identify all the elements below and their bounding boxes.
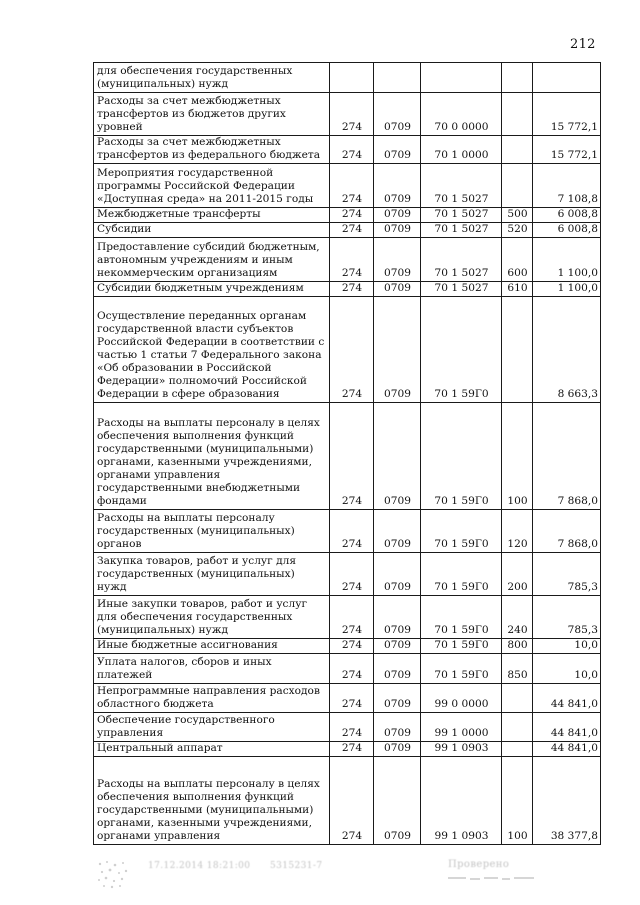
section-code-cell: 0709 [374, 238, 421, 282]
expense-type-cell: 240 [502, 596, 533, 639]
admin-code-cell: 274 [330, 282, 374, 297]
scan-footer [0, 858, 640, 898]
table-row [94, 297, 601, 403]
admin-code-cell: 274 [330, 510, 374, 553]
section-code-cell: 0709 [374, 742, 421, 757]
item-name-cell: Мероприятия государственной программы Российской Федерации «Доступная среда» на 2011-2015 годы [94, 164, 330, 208]
section-code-cell: 0709 [374, 639, 421, 654]
admin-code-cell: 274 [330, 553, 374, 596]
table-row [94, 639, 601, 654]
target-article-cell: 70 1 0000 [421, 136, 502, 164]
expense-type-cell [502, 93, 533, 136]
target-article-cell: 70 1 59Г0 [421, 639, 502, 654]
expense-type-cell: 100 [502, 757, 533, 845]
table-row [94, 596, 601, 639]
table-row [94, 553, 601, 596]
amount-cell: 7 108,8 [533, 164, 601, 208]
admin-code-cell: 274 [330, 684, 374, 713]
section-code-cell: 0709 [374, 164, 421, 208]
section-code-cell: 0709 [374, 282, 421, 297]
amount-cell: 7 868,0 [533, 403, 601, 510]
page-number: 212 [570, 37, 596, 52]
expense-type-cell [502, 742, 533, 757]
table-row [94, 238, 601, 282]
amount-cell [533, 63, 601, 93]
amount-cell: 44 841,0 [533, 713, 601, 742]
expense-type-cell: 600 [502, 238, 533, 282]
target-article-cell: 70 1 59Г0 [421, 297, 502, 403]
table-row [94, 208, 601, 223]
expense-type-cell [502, 684, 533, 713]
footer-faded-marks-icon [448, 874, 538, 884]
target-article-cell: 99 1 0903 [421, 757, 502, 845]
table-row [94, 136, 601, 164]
budget-table [93, 62, 601, 845]
amount-cell: 15 772,1 [533, 136, 601, 164]
table-row [94, 282, 601, 297]
target-article-cell: 70 1 59Г0 [421, 553, 502, 596]
admin-code-cell: 274 [330, 713, 374, 742]
amount-cell: 6 008,8 [533, 208, 601, 223]
target-article-cell: 70 1 5027 [421, 282, 502, 297]
target-article-cell: 70 1 5027 [421, 164, 502, 208]
item-name-cell: Расходы на выплаты персоналу государственных (муниципальных) органов [94, 510, 330, 553]
table-row [94, 684, 601, 713]
amount-cell: 10,0 [533, 639, 601, 654]
item-name-cell: Иные закупки товаров, работ и услуг для обеспечения государственных (муниципальных) нужд [94, 596, 330, 639]
footer-right-text: Проверено [448, 859, 510, 870]
amount-cell: 15 772,1 [533, 93, 601, 136]
expense-type-cell: 120 [502, 510, 533, 553]
section-code-cell: 0709 [374, 93, 421, 136]
target-article-cell: 70 1 5027 [421, 238, 502, 282]
amount-cell: 7 868,0 [533, 510, 601, 553]
admin-code-cell: 274 [330, 639, 374, 654]
amount-cell: 1 100,0 [533, 238, 601, 282]
section-code-cell: 0709 [374, 757, 421, 845]
expense-type-cell: 100 [502, 403, 533, 510]
admin-code-cell: 274 [330, 93, 374, 136]
target-article-cell: 70 1 5027 [421, 223, 502, 238]
amount-cell: 8 663,3 [533, 297, 601, 403]
admin-code-cell: 274 [330, 403, 374, 510]
item-name-cell: Обеспечение государственного управления [94, 713, 330, 742]
target-article-cell: 70 1 59Г0 [421, 403, 502, 510]
admin-code-cell: 274 [330, 238, 374, 282]
item-name-cell: Непрограммные направления расходов областного бюджета [94, 684, 330, 713]
footer-timestamp: 17.12.2014 18:21:00 [148, 861, 251, 871]
table-row [94, 164, 601, 208]
section-code-cell: 0709 [374, 684, 421, 713]
section-code-cell: 0709 [374, 596, 421, 639]
amount-cell: 1 100,0 [533, 282, 601, 297]
admin-code-cell: 274 [330, 654, 374, 684]
table-row [94, 713, 601, 742]
item-name-cell: Закупка товаров, работ и услуг для государственных (муниципальных) нужд [94, 553, 330, 596]
admin-code-cell: 274 [330, 208, 374, 223]
amount-cell: 44 841,0 [533, 684, 601, 713]
expense-type-cell [502, 297, 533, 403]
item-name-cell: Межбюджетные трансферты [94, 208, 330, 223]
expense-type-cell [502, 136, 533, 164]
item-name-cell: для обеспечения государственных (муниципальных) нужд [94, 63, 330, 93]
table-row [94, 654, 601, 684]
item-name-cell: Центральный аппарат [94, 742, 330, 757]
budget-table-body [94, 63, 601, 845]
section-code-cell: 0709 [374, 223, 421, 238]
target-article-cell: 70 0 0000 [421, 93, 502, 136]
footer-doc-code: 5315231-7 [270, 861, 323, 871]
table-row [94, 63, 601, 93]
item-name-cell: Расходы за счет межбюджетных трансфертов из федерального бюджета [94, 136, 330, 164]
item-name-cell: Расходы за счет межбюджетных трансфертов из бюджетов других уровней [94, 93, 330, 136]
amount-cell: 10,0 [533, 654, 601, 684]
amount-cell: 785,3 [533, 596, 601, 639]
expense-type-cell: 800 [502, 639, 533, 654]
table-row [94, 742, 601, 757]
admin-code-cell: 274 [330, 742, 374, 757]
item-name-cell: Осуществление переданных органам государственной власти субъектов Российской Федерации в соответствии с частью 1 статьи 7 Федерального закона «Об образовании в Российской Федерации» полномочий Российской Федерации в сфере образования [94, 297, 330, 403]
target-article-cell: 99 1 0903 [421, 742, 502, 757]
table-row [94, 223, 601, 238]
item-name-cell: Предоставление субсидий бюджетным, автономным учреждениям и иным некоммерческим организациям [94, 238, 330, 282]
item-name-cell: Иные бюджетные ассигнования [94, 639, 330, 654]
item-name-cell: Субсидии [94, 223, 330, 238]
scan-stamp-icon [95, 858, 129, 890]
admin-code-cell: 274 [330, 136, 374, 164]
expense-type-cell: 520 [502, 223, 533, 238]
expense-type-cell [502, 63, 533, 93]
section-code-cell: 0709 [374, 553, 421, 596]
target-article-cell: 70 1 5027 [421, 208, 502, 223]
item-name-cell: Расходы на выплаты персоналу в целях обеспечения выполнения функций государственными (муниципальными) органами, казенными учреждениями, органами управления [94, 757, 330, 845]
table-row [94, 757, 601, 845]
expense-type-cell: 850 [502, 654, 533, 684]
admin-code-cell [330, 63, 374, 93]
section-code-cell: 0709 [374, 403, 421, 510]
target-article-cell: 70 1 59Г0 [421, 654, 502, 684]
admin-code-cell: 274 [330, 757, 374, 845]
target-article-cell: 99 1 0000 [421, 713, 502, 742]
target-article-cell: 70 1 59Г0 [421, 596, 502, 639]
section-code-cell [374, 63, 421, 93]
target-article-cell [421, 63, 502, 93]
table-row [94, 403, 601, 510]
item-name-cell: Субсидии бюджетным учреждениям [94, 282, 330, 297]
amount-cell: 6 008,8 [533, 223, 601, 238]
expense-type-cell: 610 [502, 282, 533, 297]
target-article-cell: 99 0 0000 [421, 684, 502, 713]
admin-code-cell: 274 [330, 164, 374, 208]
admin-code-cell: 274 [330, 596, 374, 639]
section-code-cell: 0709 [374, 713, 421, 742]
expense-type-cell [502, 164, 533, 208]
section-code-cell: 0709 [374, 208, 421, 223]
table-row [94, 93, 601, 136]
item-name-cell: Расходы на выплаты персоналу в целях обеспечения выполнения функций государственными (муниципальными) органами, казенными учреждениями, органами управления государственными внебюджетными фондами [94, 403, 330, 510]
admin-code-cell: 274 [330, 297, 374, 403]
section-code-cell: 0709 [374, 510, 421, 553]
item-name-cell: Уплата налогов, сборов и иных платежей [94, 654, 330, 684]
section-code-cell: 0709 [374, 654, 421, 684]
expense-type-cell: 200 [502, 553, 533, 596]
amount-cell: 44 841,0 [533, 742, 601, 757]
table-row [94, 510, 601, 553]
amount-cell: 785,3 [533, 553, 601, 596]
target-article-cell: 70 1 59Г0 [421, 510, 502, 553]
admin-code-cell: 274 [330, 223, 374, 238]
expense-type-cell: 500 [502, 208, 533, 223]
expense-type-cell [502, 713, 533, 742]
section-code-cell: 0709 [374, 297, 421, 403]
section-code-cell: 0709 [374, 136, 421, 164]
amount-cell: 38 377,8 [533, 757, 601, 845]
